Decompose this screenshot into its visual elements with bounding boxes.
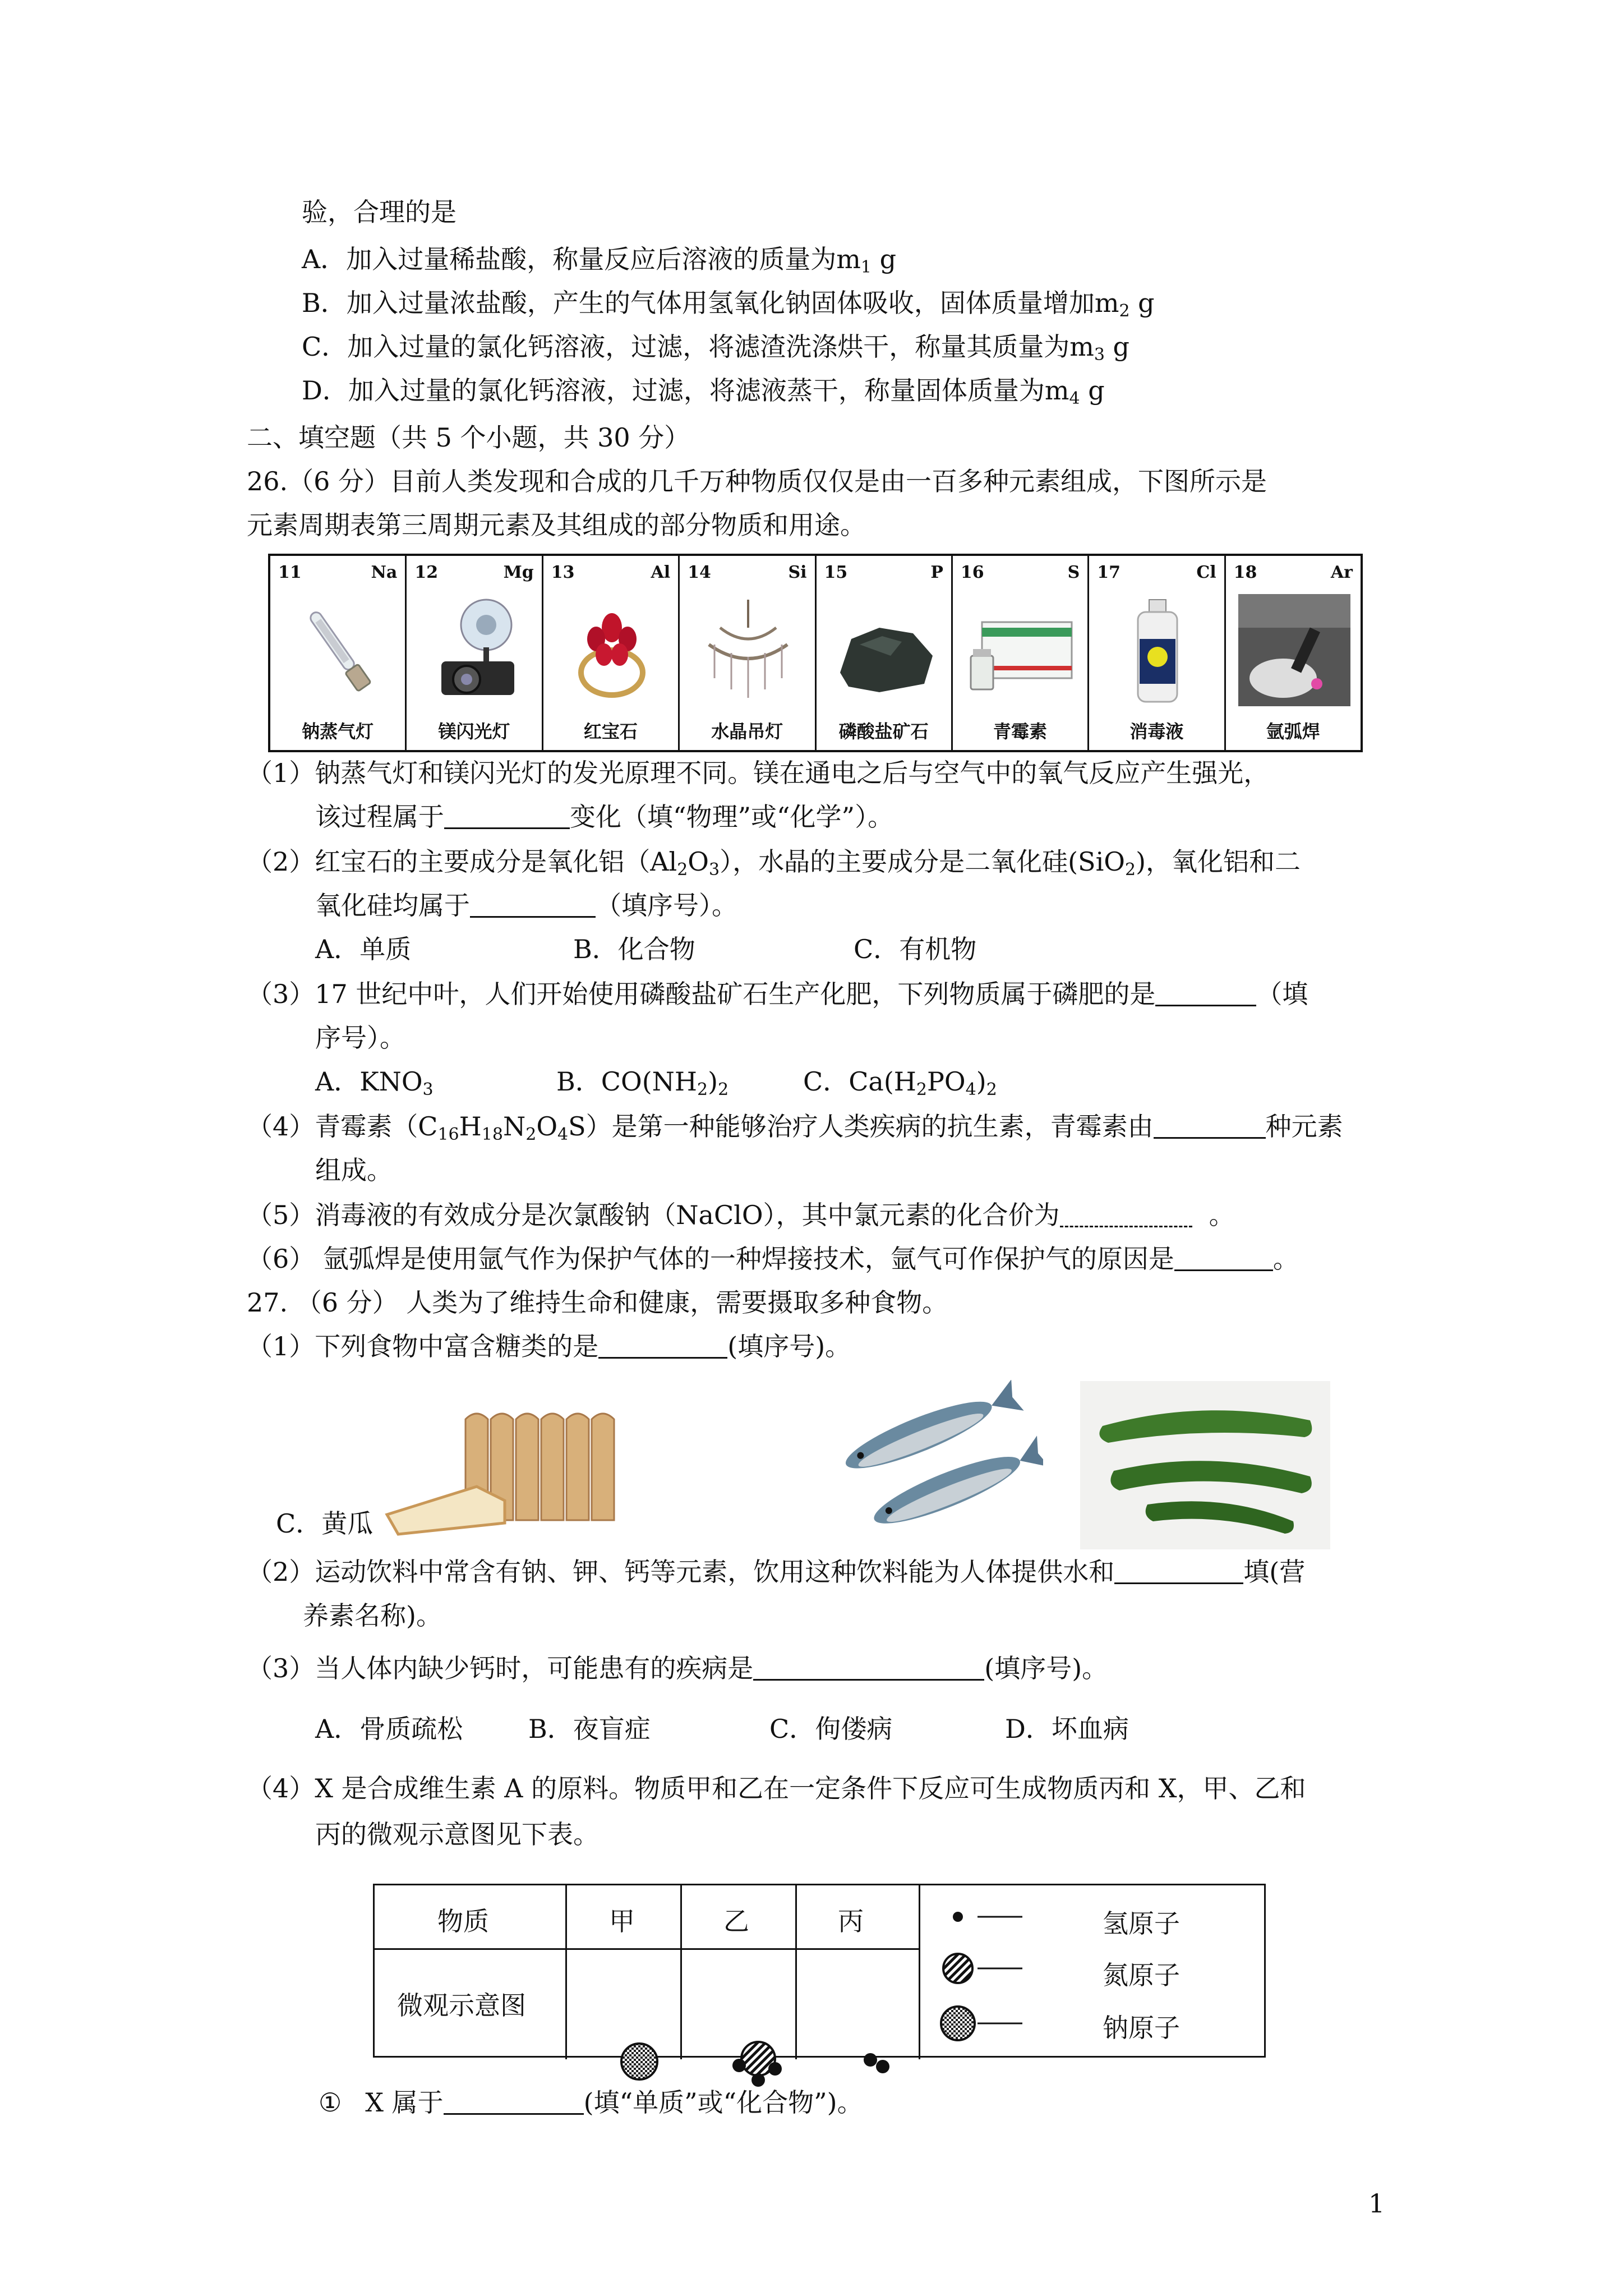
answer-blank[interactable] [1174,1244,1273,1271]
atomic-number: 16 [960,563,984,582]
legend-nitrogen-label: 氮原子 [1103,1960,1180,1990]
crystal-chandelier-image [692,594,804,706]
sodium-lamp-image [283,594,395,706]
answer-blank[interactable] [1060,1200,1192,1227]
element-use-label: 青霉素 [993,721,1048,742]
element-cell-ar [1226,556,1361,750]
sodium-atom-icon [621,2044,657,2079]
element-cell-p [817,556,953,750]
answer-blank[interactable] [470,890,596,918]
legend-symbols [935,1895,1025,2053]
q27-part2-line1: （2）运动饮料中常含有钠、钾、钙等元素，饮用这种饮料能为人体提供水和 填(营 [247,1557,1306,1587]
q27-part3: （3）当人体内缺少钙时，可能患有的疾病是 (填序号)。 [247,1653,1108,1683]
hydrogen-atom-icon [953,1912,963,1922]
answer-blank[interactable] [444,2087,584,2115]
element-cell-mg [407,556,543,750]
nitrogen-atom-icon [943,1954,972,1983]
element-cell-na [270,556,407,750]
q26-part4-line1: （4）青霉素$(C_{16}H_{18}N_2O_4S)$是第一种能够治疗人类疾病的抗生素，青霉素由 种元素 [247,1111,1343,1144]
micro-diagram-table [373,1884,1266,2058]
element-cell-s [953,556,1089,750]
q26-part2-options: A．单质 B．化合物 C．有机物 [315,934,977,964]
element-symbol: S [1067,563,1080,582]
table-header-bing: 丙 [838,1906,864,1936]
q25-stem-end: 验，合理的是 [302,197,457,227]
legend-sodium-label: 钠原子 [1103,2013,1180,2043]
answer-blank[interactable] [1154,1111,1266,1139]
q27-stem: 27. （6 分） 人类为了维持生命和健康，需要摄取多种食物。 [247,1287,948,1318]
disinfectant-bottle-image [1101,594,1214,706]
element-symbol: Ar [1330,563,1353,582]
penicillin-box-image [965,594,1077,706]
answer-blank[interactable] [1114,1557,1243,1584]
q27-part3-options: A．骨质疏松 B．夜盲症 C．佝偻病 D．坏血病 [315,1714,1129,1744]
atomic-number: 18 [1233,563,1257,582]
cucumber-image [1080,1381,1330,1549]
q26-part2-line2: 氧化硅均属于 （填序号）。 [315,890,737,921]
answer-blank[interactable] [1155,979,1256,1006]
element-use-label: 钠蒸气灯 [302,721,374,742]
table-header-jia: 甲 [609,1906,635,1936]
atomic-number: 14 [688,563,711,582]
atomic-number: 11 [278,563,302,582]
element-symbol: P [930,563,943,582]
phosphate-rock-image [829,594,941,706]
atomic-number: 12 [414,563,439,582]
table-row-label: 微观示意图 [397,1990,526,2021]
ruby-ring-image [556,594,668,706]
q25-option-c: C．加入过量的氯化钙溶液，过滤，将滤渣洗涤烘干，称量其质量为$m_3$ g [302,332,1129,365]
q25-option-a: A．加入过量稀盐酸，称量反应后溶液的质量为$m_1$ g [302,244,897,277]
atomic-number: 17 [1097,563,1121,582]
q27-part2-line2: 养素名称)。 [303,1600,442,1631]
table-header-yi: 乙 [723,1906,749,1936]
element-symbol: Mg [503,563,534,582]
page-number: 1 [1368,2188,1385,2219]
food-option-c-label: C．黄瓜 [276,1508,374,1539]
element-symbol: Na [371,563,398,582]
answer-blank[interactable] [444,802,570,829]
q26-part3-options: A．$KNO_3$ B．$CO(NH_2)_2$ C．$Ca(H_2PO_4)_2$ [315,1066,997,1099]
element-use-label: 镁闪光灯 [438,721,510,742]
flash-camera-image [419,594,531,706]
element-use-label: 红宝石 [583,721,638,742]
element-symbol: Al [651,563,671,582]
element-cell-cl [1089,556,1225,750]
hydrogen-molecule-icon [864,2053,889,2073]
q27-part1: （1）下列食物中富含糖类的是 (填序号)。 [247,1331,851,1361]
periodic-strip [268,554,1363,752]
sodium-atom-icon [941,2007,975,2040]
q27-subquestion1: ① X 属于 (填“单质”或“化合物”)。 [319,2087,863,2118]
q26-part3-line1: （3）17 世纪中叶，人们开始使用磷酸盐矿石生产化肥，下列物质属于磷肥的是 （填 [247,979,1308,1009]
answer-blank[interactable] [753,1653,984,1681]
q26-part3-line2: 序号）。 [315,1023,405,1053]
q25-option-d: D．加入过量的氯化钙溶液，过滤，将滤液蒸干，称量固体质量为$m_4$ g [302,375,1105,408]
q26-part1-line1: （1）钠蒸气灯和镁闪光灯的发光原理不同。镁在通电之后与空气中的氧气反应产生强光， [247,758,1270,788]
q26-stem-line2: 元素周期表第三周期元素及其组成的部分物质和用途。 [247,510,866,540]
q26-part5: （5）消毒液的有效成分是次氯酸钠（NaClO），其中氯元素的化合价为 。 [247,1200,1235,1230]
element-symbol: Si [788,563,807,582]
element-use-label: 磷酸盐矿石 [838,721,929,742]
atomic-number: 15 [824,563,848,582]
q26-part6: （6） 氩弧焊是使用氩气作为保护气体的一种焊接技术，氩气可作保护气的原因是 。 [247,1244,1299,1274]
element-cell-si [680,556,816,750]
section-heading: 二、填空题（共 5 个小题，共 30 分） [247,422,690,453]
atomic-number: 13 [551,563,575,582]
element-symbol: Cl [1196,563,1216,582]
element-use-label: 氩弧焊 [1266,721,1320,742]
legend-hydrogen-label: 氢原子 [1103,1908,1180,1939]
q26-part4-line2: 组成。 [315,1155,393,1185]
bread-image [376,1402,656,1537]
q25-option-b: B．加入过量浓盐酸，产生的气体用氢氧化钠固体吸收，固体质量增加$m_2$ g [302,288,1155,321]
ammonia-molecule-icon [732,2042,782,2087]
q26-part2-line1: （2）红宝石的主要成分是氧化铝$(Al_2O_3)$，水晶的主要成分是二氧化硅(SiO$_2$)，氧化铝和二 [247,846,1301,880]
q26-part1-line2: 该过程属于 变化（填“物理”或“化学”）。 [315,802,894,832]
arc-welding-image [1238,594,1350,706]
q27-part4-line2: 丙的微观示意图见下表。 [315,1819,599,1849]
element-use-label: 消毒液 [1129,721,1184,742]
q27-part4-line1: （4）X 是合成维生素 A 的原料。物质甲和乙在一定条件下反应可生成物质丙和 X，甲、乙和 [247,1773,1306,1803]
element-use-label: 水晶吊灯 [711,721,783,742]
table-header-substance: 物质 [437,1906,489,1936]
element-cell-al [543,556,680,750]
fish-image [830,1380,1043,1548]
answer-blank[interactable] [598,1331,727,1359]
q26-stem-line1: 26.（6 分）目前人类发现和合成的几千万种物质仅仅是由一百多种元素组成，下图所示是 [247,466,1267,496]
